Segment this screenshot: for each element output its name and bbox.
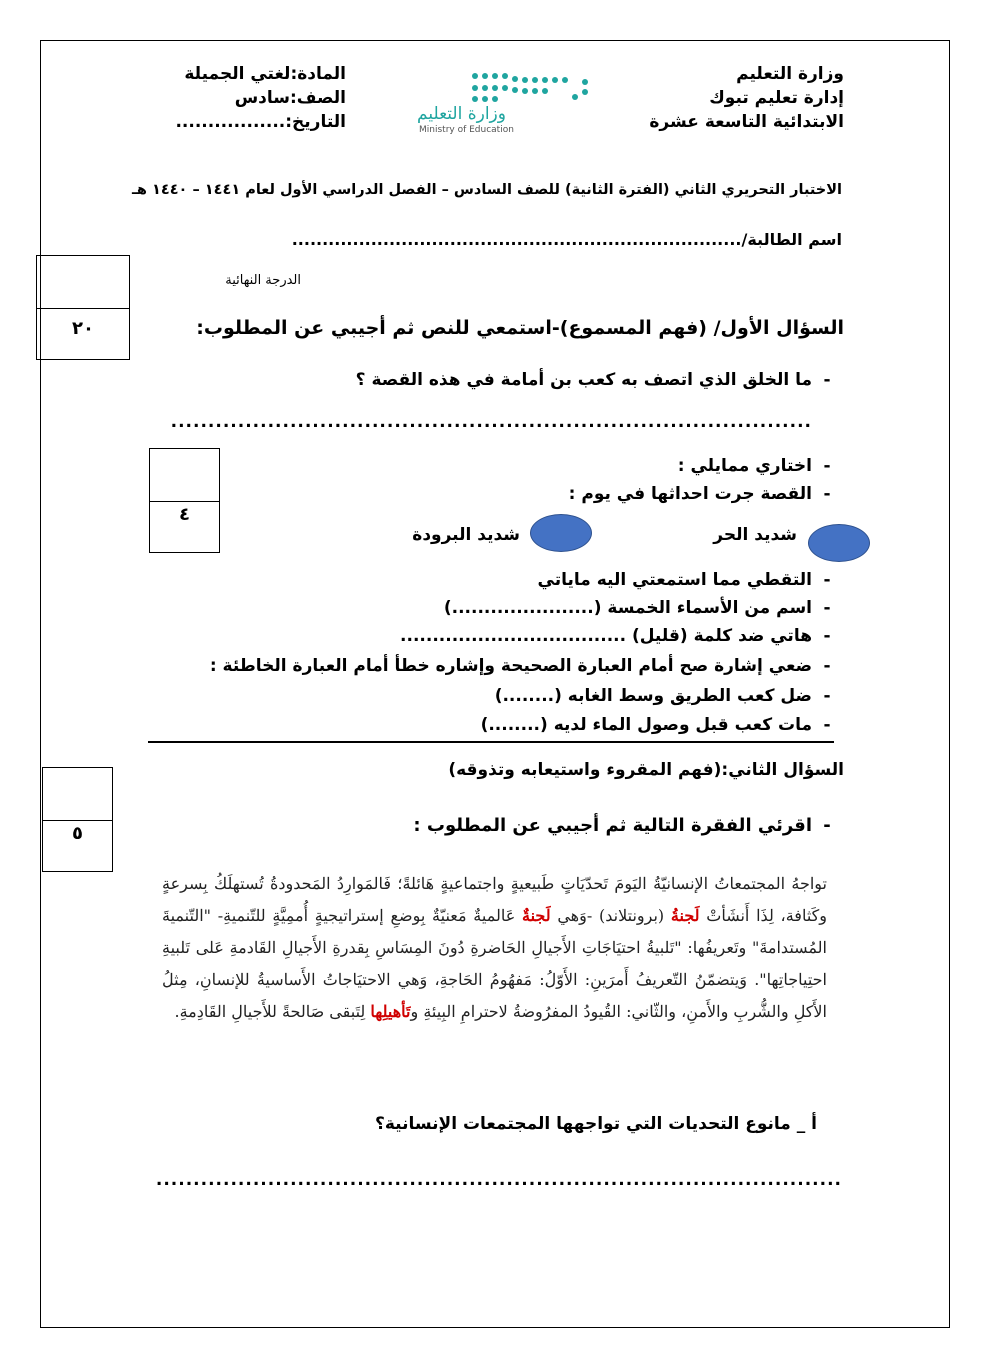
student-name-field[interactable]: اسم الطالبة/..........................................................................	[291, 230, 842, 249]
q1-true-false: -ضعي إشارة صح أمام العبارة الصحيحة وإشاره خطأ أمام العبارة الخاطئة :	[209, 656, 831, 676]
header-left	[175, 62, 346, 134]
q1-story-day: -القصة جرت احداثها في يوم :	[568, 484, 831, 504]
q2-question-a: أ _ مانوع التحديات التي تواجهها المجتمعات الإنسانية؟	[375, 1114, 817, 1134]
q2-answer-line[interactable]: ............................................................................................	[155, 1170, 842, 1190]
q1-pick-text: التقطي مما استمعتي اليه مایاتي	[537, 570, 812, 590]
q1-score-box	[149, 448, 220, 553]
administration-line: إدارة تعليم تبوك	[709, 88, 844, 108]
passage-highlight-1: لَجنةُ	[670, 906, 700, 925]
ministry-logo	[415, 66, 600, 146]
q1-tf1-text: ضل كعب الطريق وسط الغابه (........)	[494, 686, 812, 706]
option-cold-label: شديد البرودة	[412, 525, 520, 545]
q1-heading: السؤال الأول/ (فهم المسموع)-استمعي للنص ثم أجيبي عن المطلوب:	[196, 317, 844, 339]
logo-arabic-text: وزارة التعليم	[417, 104, 506, 124]
header-right	[649, 62, 844, 134]
q1-character-question: -ما الخلق الذي اتصف به كعب بن أمامة في هذه القصة ؟	[355, 370, 831, 390]
q1-true-false-text: ضعي إشارة صح أمام العبارة الصحيحة وإشاره خطأ أمام العبارة الخاطئة :	[209, 656, 812, 676]
q1-choose-text: اختاري ممايلي :	[677, 456, 812, 476]
q2-heading: السؤال الثاني:(فهم المقروء واستيعابه وتذوقه)	[448, 760, 844, 780]
date-line: التاريخ:.................	[175, 112, 346, 132]
grade-line: الصف:سادس	[234, 88, 346, 108]
q1-answer-line[interactable]: ......................................................................................	[170, 412, 812, 432]
subject-line: المادة:لغتي الجميلة	[184, 64, 346, 84]
section-divider	[148, 741, 834, 743]
q1-opposite-text: هاتي ضد كلمة (قليل) ...................................	[400, 626, 812, 646]
q1-score-value: ٤	[150, 501, 219, 554]
q1-story-day-text: القصة جرت احداثها في يوم :	[568, 484, 812, 504]
q2-score-box	[42, 767, 113, 872]
q2-instruction: -اقرئي الفقرة التالية ثم أجيبي عن المطلوب :	[413, 815, 831, 836]
q2-instruction-text: اقرئي الفقرة التالية ثم أجيبي عن المطلوب :	[413, 815, 812, 836]
q1-tf1[interactable]: -ضل كعب الطريق وسط الغابه (........)	[494, 686, 831, 706]
passage-part-2: (برونتلاند) -وَهي	[550, 906, 671, 925]
q1-character-text: ما الخلق الذي اتصف به كعب بن أمامة في هذه القصة ؟	[355, 370, 812, 390]
q2-score-value: ٥	[43, 820, 112, 873]
ministry-line: وزارة التعليم	[736, 64, 844, 84]
final-grade-box	[36, 255, 130, 360]
passage-part-4: لِتَبقى صَالحةً للأَجيالِ القَادِمةِ.	[174, 1002, 371, 1021]
passage-part-1: تواجهُ المجتمعاتُ الإنسانيّةُ اليَومَ تَحدّيَاتٍ طَبيعيةٍ واجتماعيةٍ هَائلةً؛ فَالمَوارِدُ المَحدودةُ تُستهلَكُ بِسرعةٍ وكَثافة، لِذَا أَنشَأتْ	[162, 874, 827, 925]
passage-highlight-3: تَأهيلِها	[370, 1002, 411, 1021]
logo-english-text: Ministry of Education	[419, 125, 514, 135]
q1-five-nouns[interactable]: -اسم من الأسماء الخمسة (......................)	[443, 598, 831, 618]
final-grade-label: الدرجة النهائية	[225, 273, 301, 288]
option-cold-oval[interactable]	[530, 514, 592, 552]
q1-choose: -اختاري ممايلي :	[677, 456, 831, 476]
school-line: الابتدائية التاسعة عشرة	[649, 112, 844, 132]
q1-pick: -التقطي مما استمعتي اليه مایاتي	[537, 570, 831, 590]
q1-tf2[interactable]: -مات كعب قبل وصول الماء لديه (........)	[480, 715, 831, 735]
q1-opposite[interactable]: -هاتي ضد كلمة (قليل) ...................................	[400, 626, 831, 646]
option-hot-label: شديد الحر	[713, 525, 797, 545]
passage-highlight-2: لَجنةٌ	[522, 906, 551, 925]
exam-title: الاختبار التحريري الثاني (الفترة الثانية) للصف السادس – الفصل الدراسي الأول لعام ١٤٤١ – ١٤٤٠ هـ	[131, 182, 842, 198]
reading-passage	[162, 868, 827, 1028]
passage-part-3: عَالميةٌ مَعنيّةٌ بِوضعِ إستراتيجيةٍ أُممِيَّةٍ للتّنميةِ- "التّنميةَ المُستدامةَ" وتَعريفُها: "تَلبيةُ احتيَاجَاتِ الأَجيالِ الحَاضرةِ دُونَ المِسَاسِ بِقدرةِ الأَجيالِ القَادمةِ عَلى تَلبيةِ احتِياجاتِها". وَيتضمّنُ التّعريفُ أَمرَينِ: الأَوّلُ: مَفهُومُ الحَاجةِ، وَهي الاحتيَاجاتُ الأَساسيةُ للإنسانِ، مِثلُ الأَكلِ والشُّربِ والأَمنِ، والثّاني: القُيودُ المفرُوضةُ لاحترامِ البِيئةِ و	[162, 906, 827, 1021]
q1-tf2-text: مات كعب قبل وصول الماء لديه (........)	[480, 715, 812, 735]
option-hot-oval[interactable]	[808, 524, 870, 562]
final-grade-value: ٢٠	[37, 308, 129, 361]
q1-five-nouns-text: اسم من الأسماء الخمسة (......................)	[443, 598, 812, 618]
grade-box-line	[36, 255, 39, 360]
